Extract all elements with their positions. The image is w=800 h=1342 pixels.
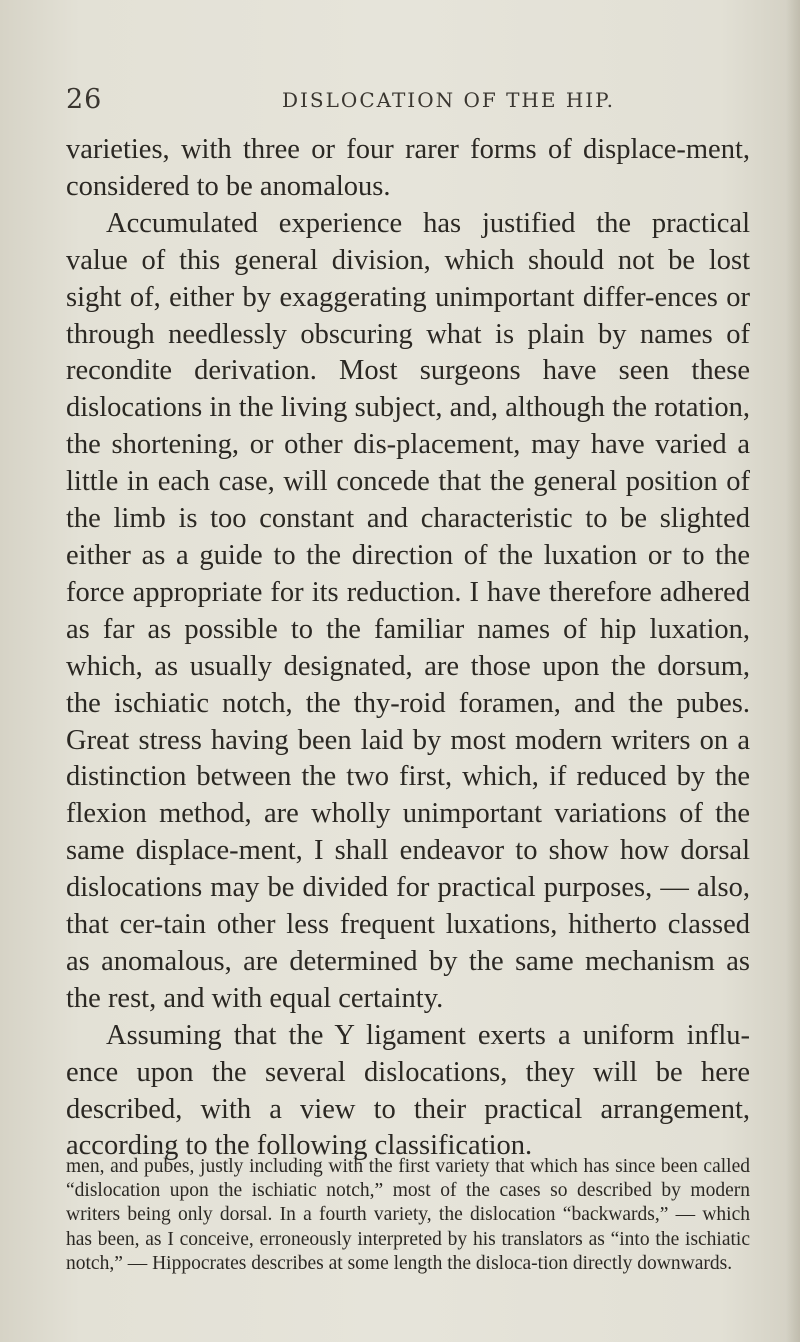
paragraph-continuation: varieties, with three or four rarer forms of displace-ment, considered to be anomalous. bbox=[66, 134, 750, 202]
page-number: 26 bbox=[66, 84, 103, 115]
running-head: DISLOCATION OF THE HIP. bbox=[282, 88, 615, 112]
footnote: men, and pubes, justly including with the first variety that which has since been called “dislocation upon the ischiatic notch,” most of the cases so described by modern writers being only dorsal. In a fourth variety, the dislocation “backwards,” — which has been, as I conceive, erroneously interpreted by his translators as “into the ischiatic notch,” — Hippocrates describes at some length the disloca-tion directly downwards. bbox=[66, 1156, 750, 1274]
paragraph-y-ligament: Assuming that the Y ligament exerts a uniform influ-ence upon the several dislocations, they will be here described, with a view to their practical arrangement, according to the following classification. bbox=[66, 1019, 750, 1162]
body-text bbox=[66, 132, 750, 1165]
page-edge-shadow bbox=[786, 0, 800, 1342]
paragraph-accumulated-experience: Accumulated experience has justified the practical value of this general division, which should not be lost sight of, either by exaggerating unimportant differ-ences or through needlessly obscuring what is plain by names of recondite derivation. Most surgeons have seen these dislocations in the living subject, and, although the rotation, the shortening, or other dis-placement, may have varied a little in each case, will concede that the general position of the limb is too constant and characteristic to be slighted either as a guide to the direction of the luxation or to the force appropriate for its reduction. I have therefore adhered as far as possible to the familiar names of hip luxation, which, as usually designated, are those upon the dorsum, the ischiatic notch, the thy-roid foramen, and the pubes. Great stress having been laid by most modern writers on a distinction between the two first, which, if reduced by the flexion method, are wholly unimportant variations of the same displace-ment, I shall endeavor to show how dorsal dislocations may be divided for practical purposes, — also, that cer-tain other less frequent luxations, hitherto classed as anomalous, are determined by the same mechanism as the rest, and with equal certainty. bbox=[66, 207, 750, 1014]
page-header bbox=[0, 84, 800, 120]
